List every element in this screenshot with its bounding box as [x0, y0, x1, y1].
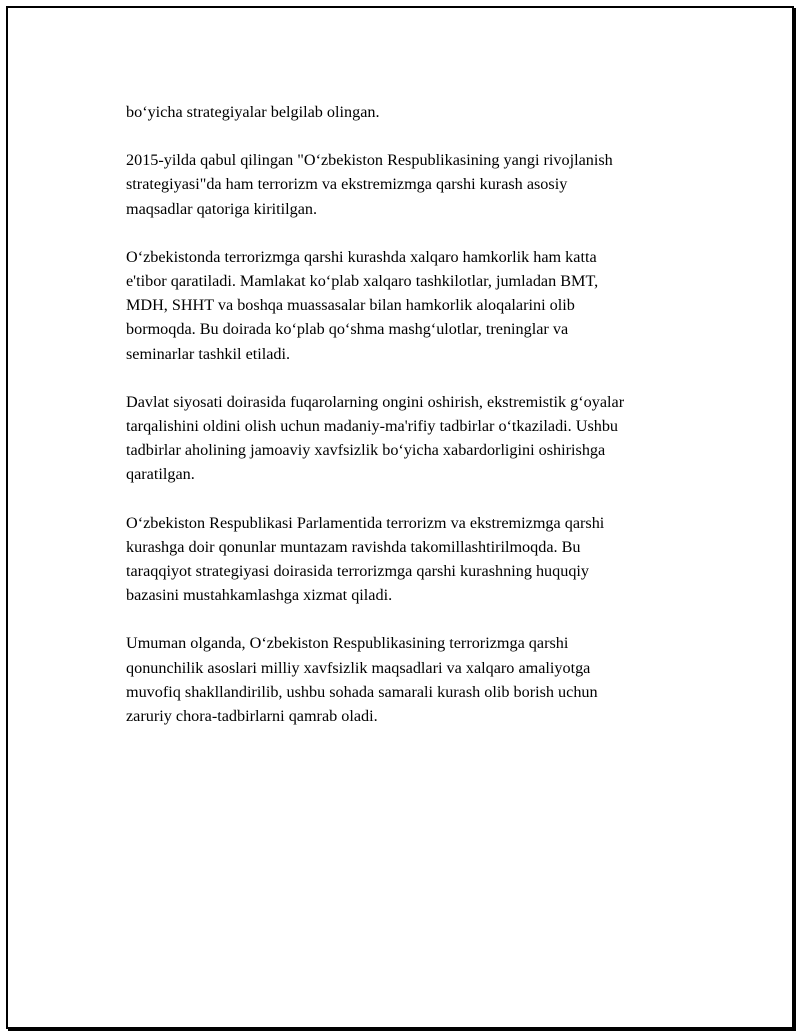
paragraph-5: O‘zbekiston Respublikasi Parlamentida terrorizm va ekstremizmga qarshi kurashga doir qonunlar muntazam ravishda takomillashtirilmoqda. Bu taraqqiyot strategiyasi doirasida terrorizmga qarshi kurashning huquqiy bazasini mustahkamlashga xizmat qiladi. [126, 513, 605, 605]
paragraph-2: 2015-yilda qabul qilingan "O‘zbekiston Respublikasining yangi rivojlanish strategiyasi"da ham terrorizm va ekstremizmga qarshi kurash asosiy maqsadlar qatoriga kiritilgan. [126, 151, 613, 218]
document-body [126, 100, 696, 752]
paragraph-4: Davlat siyosati doirasida fuqarolarning ongini oshirish, ekstremistik g‘oyalar tarqalishini oldini olish uchun madaniy-ma'rifiy tadbirlar o‘tkaziladi. Ushbu tadbirlar aholining jamoaviy xavfsizlik bo‘yicha xabardorligini oshirishga qaratilgan. [126, 392, 625, 484]
paragraph-1: bo‘yicha strategiyalar belgilab olingan. [126, 103, 380, 121]
page-frame [6, 6, 794, 1029]
paragraph-3: O‘zbekistonda terrorizmga qarshi kurashda xalqaro hamkorlik ham katta e'tibor qaratiladi. Mamlakat ko‘plab xalqaro tashkilotlar, jumladan BMT, MDH, SHHT va boshqa muassasalar bilan hamkorlik aloqalarini olib bormoqda. Bu doirada ko‘plab qo‘shma mashg‘ulotlar, treninglar va seminarlar tashkil etiladi. [126, 247, 599, 363]
paragraph-6: Umuman olganda, O‘zbekiston Respublikasining terrorizmga qarshi qonunchilik asoslari milliy xavfsizlik maqsadlari va xalqaro amaliyotga muvofiq shakllandirilib, ushbu sohada samarali kurash olib borish uchun zaruriy chora-tadbirlarni qamrab oladi. [126, 634, 598, 726]
